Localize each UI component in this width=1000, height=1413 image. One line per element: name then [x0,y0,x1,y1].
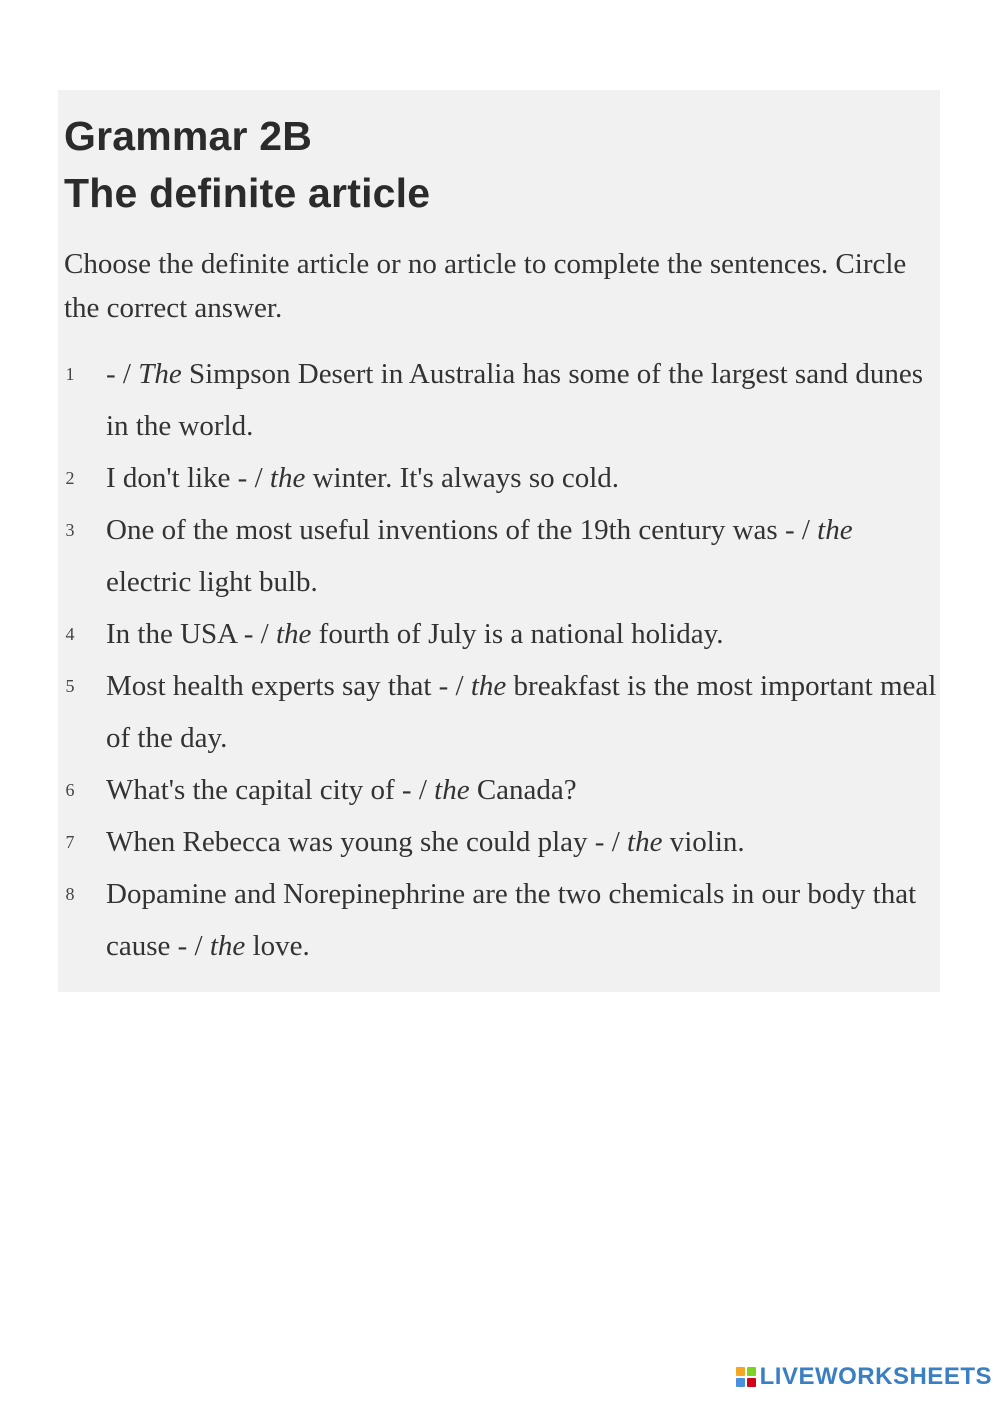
article-option[interactable]: the [269,462,306,494]
logo-square [736,1367,745,1376]
question-number: 4 [65,624,75,644]
logo-square [736,1378,745,1387]
instructions: Choose the definite article or no article to complete the sentences. Circle the correct answer. [64,248,907,324]
question-text [106,826,745,858]
question-text-before: When Rebecca was young she could play - / [106,826,628,858]
question-list [58,348,938,972]
question-text-after: breakfast is the most important meal of the day. [106,670,937,754]
question-text-before: In the USA - / [106,618,276,650]
question-item-3 [58,504,938,608]
article-option[interactable]: the [434,774,470,806]
liveworksheets-logo-text: LIVEWORKSHEETS [759,1363,992,1390]
worksheet-panel [58,90,940,992]
article-option[interactable]: the [627,826,663,858]
question-item-5 [58,660,938,764]
question-text-before: I don't like - / [106,462,270,494]
question-text-after: Simpson Desert in Australia has some of the largest sand dunes in the world. [106,358,923,442]
article-option[interactable]: the [817,514,853,546]
title-line-1: Grammar 2B [64,113,313,159]
worksheet-title [64,108,430,222]
question-text-after: Canada? [469,774,577,806]
question-number: 2 [65,468,75,488]
question-item-8 [58,868,938,972]
question-text [106,462,619,494]
question-text [106,878,916,962]
question-text-after: love. [245,930,310,962]
question-item-7 [58,816,938,868]
question-text [106,774,577,806]
article-option[interactable]: the [275,618,312,650]
question-number: 7 [65,832,75,852]
question-text [106,670,936,754]
liveworksheets-logo[interactable] [736,1363,992,1391]
question-item-4 [58,608,938,660]
liveworksheets-logo-icon [736,1367,756,1387]
question-text [106,618,724,650]
title-line-2: The definite article [64,170,431,216]
question-number: 5 [65,676,75,696]
logo-square [747,1378,756,1387]
question-text-after: electric light bulb. [106,566,318,598]
article-option[interactable]: the [470,670,507,702]
question-item-6 [58,764,938,816]
question-text-before: One of the most useful inventions of the 19th century was - / [106,514,818,546]
question-item-1 [58,348,938,452]
question-text-after: winter. It's always so cold. [305,462,620,494]
question-text-before: Dopamine and Norepinephrine are the two chemicals in our body that cause - / [106,878,917,962]
question-text-before: Most health experts say that - / [106,670,471,702]
question-number: 6 [65,780,75,800]
question-number: 1 [65,364,75,384]
question-text-before: - / [106,358,139,390]
question-number: 8 [65,884,75,904]
article-option[interactable]: The [138,358,182,390]
question-text-before: What's the capital city of - / [106,774,435,806]
question-number: 3 [65,520,75,540]
logo-square [747,1367,756,1376]
question-text [106,514,853,598]
question-text [106,358,923,442]
article-option[interactable]: the [209,930,246,962]
question-item-2 [58,452,938,504]
question-text-after: violin. [662,826,745,858]
question-text-after: fourth of July is a national holiday. [311,618,724,650]
